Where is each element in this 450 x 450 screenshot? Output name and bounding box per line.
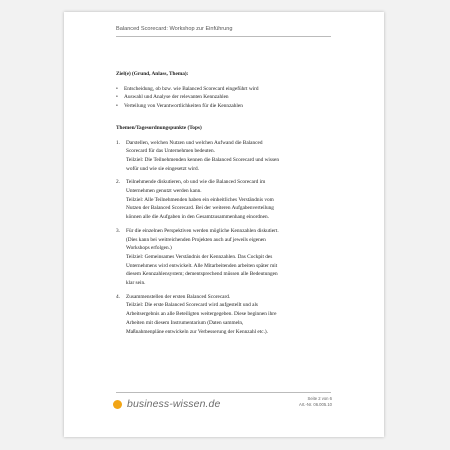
agenda-line: Darstellen, welchen Nutzen und welchen Aufwand die Balanced <box>126 139 263 146</box>
document-body <box>116 70 331 341</box>
agenda-item <box>116 139 331 174</box>
agenda-line: können alle die Aufgaben in den Gesamtzusammenhang einordnen. <box>126 214 269 221</box>
agenda-line: Zusammenstellen der ersten Balanced Scorecard. <box>126 293 231 300</box>
footer-meta <box>264 396 332 408</box>
footer-divider <box>116 392 331 393</box>
agenda-line: Für die einzelnen Perspektiven werden mögliche Kennzahlen diskutiert. <box>126 227 279 234</box>
page-header-title: Balanced Scorecard: Workshop zur Einführung <box>116 26 233 32</box>
article-number: Art.-Nr. 06.005.10 <box>298 402 332 407</box>
goals-list <box>116 85 331 111</box>
agenda-line: Scorecard für das Unternehmen bedeuten. <box>126 148 215 155</box>
agenda-line: Maßnahmenpläne entwickeln zur Verbesserung der Kennzahl etc.). <box>126 328 268 335</box>
header-divider <box>116 36 331 37</box>
agenda-item-number: 4. <box>116 293 120 300</box>
agenda-line: Unternehmen genutzt werden kann. <box>126 188 202 195</box>
agenda-item-number: 2. <box>116 179 120 186</box>
agenda-item <box>116 178 331 222</box>
agenda-line: Teilziel: Alle Teilnehmenden haben ein einheitliches Verständnis vom <box>126 196 274 203</box>
agenda-item <box>116 293 331 337</box>
agenda-line: Unternehmens wird entwickelt. Alle Mitarbeitenden arbeiten später mit <box>126 262 278 269</box>
goal-item: • Auswahl und Analyse der relevanten Kennzahlen <box>116 93 331 102</box>
agenda-item-number: 3. <box>116 227 120 234</box>
logo-text: business-wissen.de <box>127 398 221 410</box>
agenda-line: Teilziel: Gemeinsames Verständnis der Kennzahlen. Das Cockpit des <box>126 253 273 260</box>
agenda-heading: Themen/Tagesordnungspunkte (Tops) <box>116 124 202 131</box>
agenda-line: wofür und wie sie eingesetzt wird. <box>126 165 199 172</box>
agenda-line: Teilziel: Die Teilnehmenden kennen die Balanced Scorecard und wissen <box>126 156 280 163</box>
agenda-line: Teilziel: Die erste Balanced Scorecard wird aufgestellt und als <box>126 302 258 309</box>
agenda-line: Teilnehmende diskutieren, ob und wie die Balanced Scorecard im <box>126 179 266 186</box>
goals-heading: Ziel(e) (Grund, Anlass, Thema): <box>116 71 189 77</box>
goal-item: • Entscheidung, ob bzw. wie Balanced Scorecard eingeführt wird <box>116 85 331 94</box>
agenda-line: Nutzen der Balanced Scorecard. Bei der weiteren Aufgabenverteilung <box>126 205 274 212</box>
agenda-list <box>116 139 331 337</box>
agenda-line: klar sein. <box>126 280 146 287</box>
agenda-line: Arbeiten mit diesem Instrumentarium (Daten sammeln, <box>126 319 244 326</box>
agenda-line: Workshops erfolgen.) <box>126 245 172 252</box>
document-page <box>64 12 384 437</box>
business-wissen-logo <box>113 398 220 410</box>
page-number: Seite 2 von 6 <box>307 396 332 401</box>
agenda-item-number: 1. <box>116 139 120 146</box>
goal-item: • Verteilung von Verantwortlichkeiten für die Kennzahlen <box>116 102 331 111</box>
agenda-line: diesem Kennzahlensystem; dementsprechend müssen alle Bedeutungen <box>126 271 278 278</box>
agenda-line: Arbeitsergebnis an alle Beteiligten weitergegeben. Diese beginnen ihre <box>126 311 277 318</box>
agenda-item <box>116 227 331 288</box>
agenda-line: (Dies kann bei weitreichenden Projekten auch auf jeweils eigenen <box>126 236 266 243</box>
logo-dot-icon <box>113 400 122 409</box>
